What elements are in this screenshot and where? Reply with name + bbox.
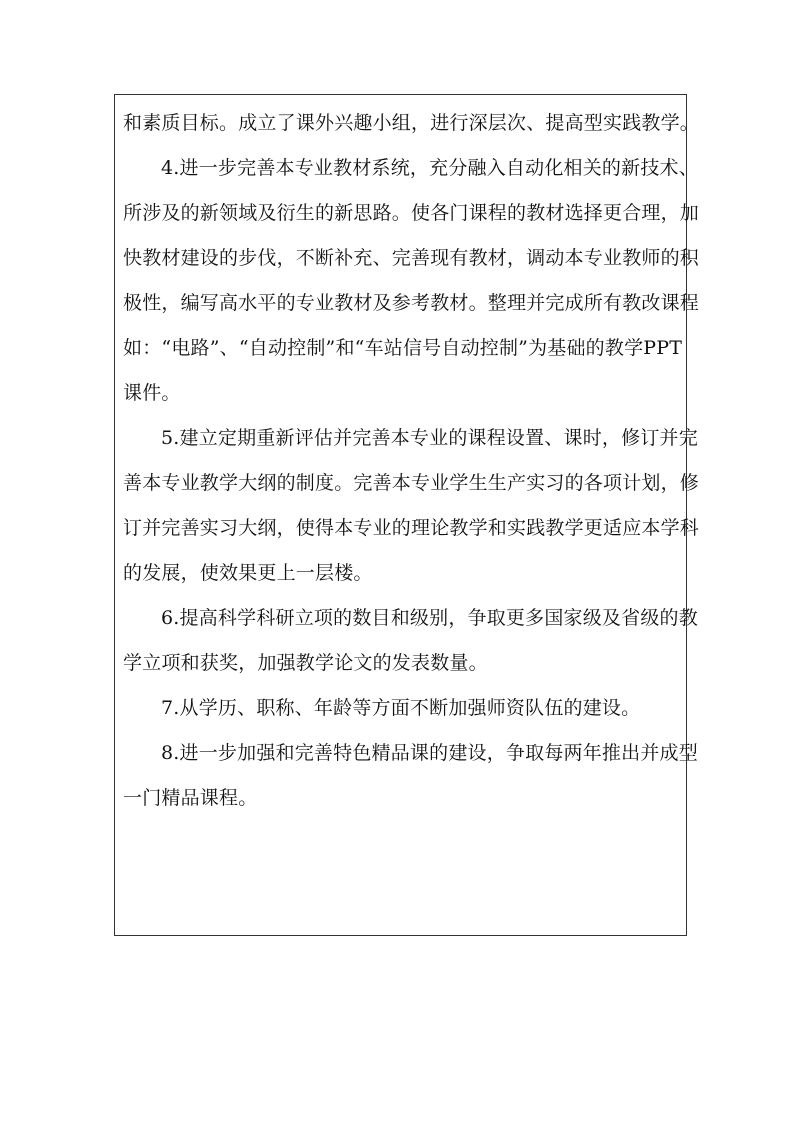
text-line: 所涉及的新领域及衍生的新思路。使各门课程的教材选择更合理，加 bbox=[123, 202, 700, 224]
document-body bbox=[123, 101, 700, 821]
text-line: 4.进一步完善本专业教材系统，充分融入自动化相关的新技术、 bbox=[161, 157, 698, 179]
text-line: 快教材建设的步伐，不断补充、完善现有教材，调动本专业教师的积 bbox=[123, 247, 700, 269]
paragraph-item-4 bbox=[123, 146, 700, 416]
text-line: 的发展，使效果更上一层楼。 bbox=[123, 562, 373, 584]
text-line: 善本专业教学大纲的制度。完善本专业学生生产实习的各项计划，修 bbox=[123, 472, 700, 494]
text-line: 课件。 bbox=[123, 382, 181, 404]
text-line: 学立项和获奖，加强教学论文的发表数量。 bbox=[123, 652, 488, 674]
text-line: 极性，编写高水平的专业教材及参考教材。整理并完成所有教改课程 bbox=[123, 292, 700, 314]
text-line: 一门精品课程。 bbox=[123, 787, 258, 809]
text-line: 订并完善实习大纲，使得本专业的理论教学和实践教学更适应本学科 bbox=[123, 517, 700, 539]
paragraph-item-5 bbox=[123, 416, 700, 596]
text-line: 5.建立定期重新评估并完善本专业的课程设置、课时，修订并完 bbox=[161, 427, 698, 449]
paragraph-item-8 bbox=[123, 731, 698, 821]
text-line: 8.进一步加强和完善特色精品课的建设，争取每两年推出并成型 bbox=[161, 742, 698, 764]
text-line: 7.从学历、职称、年龄等方面不断加强师资队伍的建设。 bbox=[161, 697, 641, 719]
paragraph-item-6 bbox=[123, 596, 698, 686]
text-line: 6.提高科学科研立项的数目和级别，争取更多国家级及省级的教 bbox=[161, 607, 698, 629]
paragraph-goals-continued bbox=[123, 101, 700, 146]
paragraph-item-7 bbox=[123, 686, 678, 731]
text-frame bbox=[114, 94, 700, 936]
text-line: 如：“电路”、“自动控制”和“车站信号自动控制”为基础的教学PPT bbox=[123, 337, 683, 359]
text-line: 和素质目标。成立了课外兴趣小组，进行深层次、提高型实践教学。 bbox=[123, 112, 700, 134]
